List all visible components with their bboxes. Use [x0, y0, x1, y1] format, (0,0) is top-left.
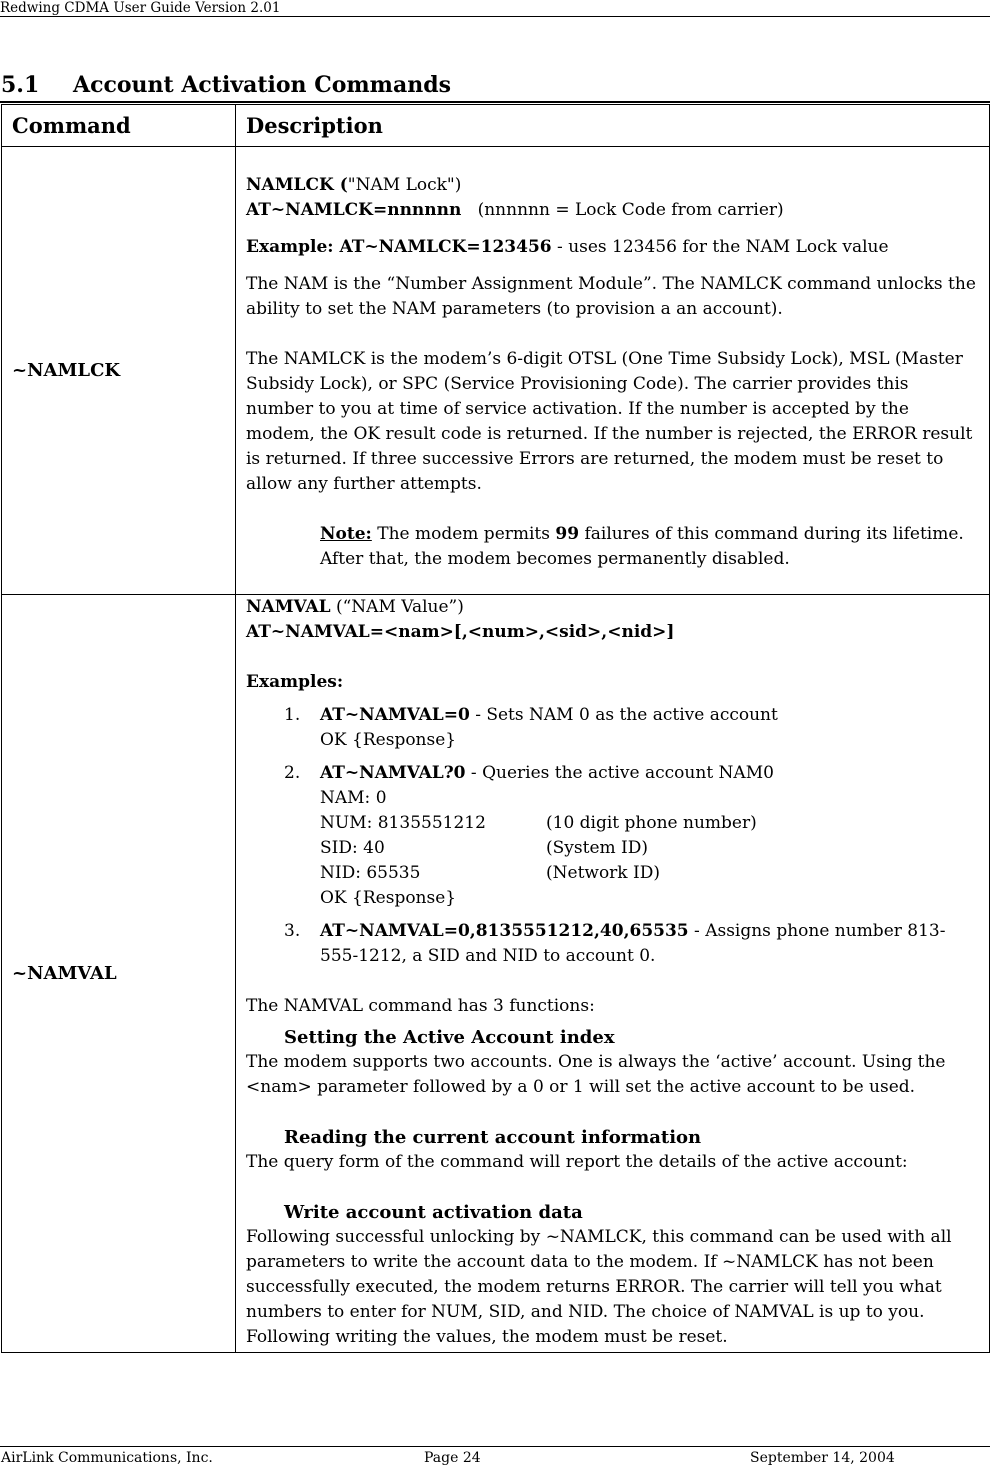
namval-function-2-text: The query form of the command will report the details of the active account: [246, 1152, 908, 1172]
list-item: 1. AT~NAMVAL=0 - Sets NAM 0 as the active account OK {Response} [284, 705, 778, 750]
footer-date: September 14, 2004 [750, 1450, 895, 1466]
section-divider [0, 101, 990, 103]
namval-function-2-title: Reading the current account information [284, 1127, 702, 1148]
description-namlck [236, 147, 990, 595]
namval-function-1-title: Setting the Active Account index [284, 1027, 615, 1048]
running-header: Redwing CDMA User Guide Version 2.01 [0, 0, 281, 16]
description-namval [236, 595, 990, 1353]
namval-syntax: AT~NAMVAL=<nam>[,<num>,<sid>,<nid>] [246, 622, 675, 642]
section-number: 5.1 [1, 72, 40, 98]
section-heading [1, 72, 451, 98]
footer-page-number: Page 24 [424, 1450, 481, 1466]
namlck-title: NAMLCK ("NAM Lock") [246, 175, 462, 195]
column-header-description: Description [236, 105, 990, 147]
namlck-para-lock: The NAMLCK is the modem’s 6-digit OTSL (One Time Subsidy Lock), MSL (Master Subsidy Lock), or SPC (Service Provisioning Code). The carrier provides this number to you at time of service activation. If the number is accepted by the modem, the OK result code is returned. If the number is rejected, the ERROR result is returned. If three successive Errors are returned, the modem must be reset to allow any further attempts. [246, 349, 973, 494]
list-item: 3. AT~NAMVAL=0,8135551212,40,65535 - Assigns phone number 813-555-1212, a SID and NID to account 0. [284, 921, 946, 966]
footer-divider [0, 1446, 990, 1447]
table-header-row [2, 105, 990, 147]
namval-title: NAMVAL (“NAM Value”) [246, 597, 464, 617]
namval-examples-list [246, 703, 981, 969]
section-title: Account Activation Commands [73, 72, 451, 98]
namval-function-3-title: Write account activation data [284, 1202, 583, 1223]
commands-table [1, 104, 990, 1353]
namlck-para-nam: The NAM is the “Number Assignment Module”. The NAMLCK command unlocks the ability to set the NAM parameters (to provision a an account). [246, 274, 976, 319]
namval-function-3-text: Following successful unlocking by ~NAMLCK, this command can be used with all parameters to write the account data to the modem. If ~NAMLCK has not been successfully executed, the modem returns ERROR. The carrier will tell you what numbers to enter for NUM, SID, and NID. The choice of NAMVAL is up to you. Following writing the values, the modem must be reset. [246, 1227, 952, 1347]
namlck-syntax: AT~NAMLCK=nnnnnn (nnnnnn = Lock Code from carrier) [246, 200, 784, 220]
namlck-note: Note: The modem permits 99 failures of this command during its lifetime. After that, the modem becomes permanently disabled. [320, 524, 964, 569]
command-namlck: ~NAMLCK [2, 147, 236, 595]
namval-examples-label: Examples: [246, 672, 344, 692]
namval-function-1-text: The modem supports two accounts. One is always the ‘active’ account. Using the <nam> parameter followed by a 0 or 1 will set the active account to be used. [246, 1052, 946, 1097]
table-row-namlck [2, 147, 990, 595]
list-item: 2. AT~NAMVAL?0 - Queries the active account NAM0 NAM: 0 NUM: 8135551212 (10 digit phone number) SID: 40 (System ID) NID: 65535 (Network ID) OK {Response} [284, 763, 774, 908]
command-namval: ~NAMVAL [2, 595, 236, 1353]
header-divider [0, 16, 990, 17]
footer-company: AirLink Communications, Inc. [1, 1450, 213, 1466]
namlck-example: Example: AT~NAMLCK=123456 - uses 123456 for the NAM Lock value [246, 237, 889, 257]
column-header-command: Command [2, 105, 236, 147]
table-row-namval [2, 595, 990, 1353]
namval-functions-intro: The NAMVAL command has 3 functions: [246, 996, 595, 1016]
